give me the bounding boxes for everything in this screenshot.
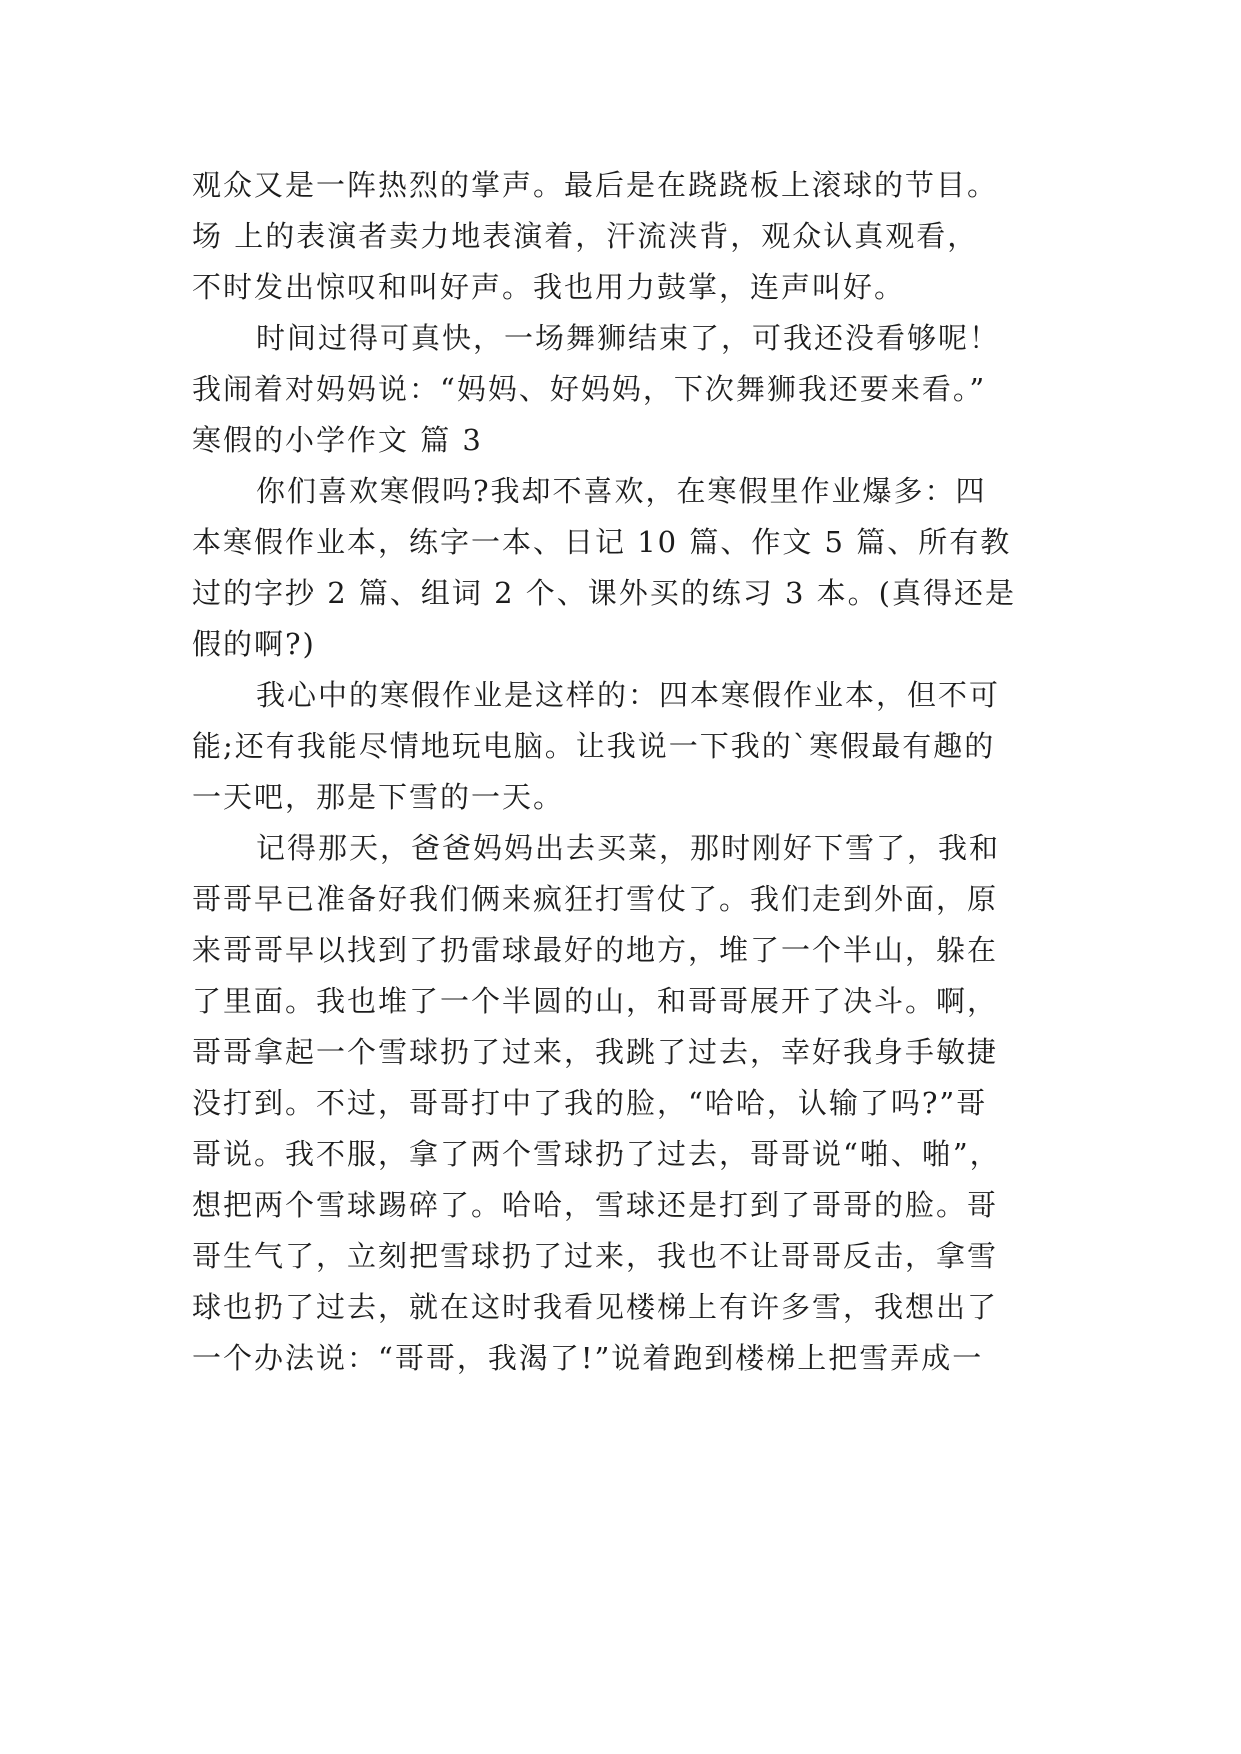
- text-line: 来哥哥早以找到了扔雷球最好的地方，堆了一个半山，躲在: [192, 933, 999, 967]
- text-line: 球也扔了过去，就在这时我看见楼梯上有许多雪，我想出了: [192, 1290, 999, 1324]
- paragraph-start-line: 记得那天，爸爸妈妈出去买菜，那时刚好下雪了，我和: [256, 831, 1001, 865]
- text-line: 了里面。我也堆了一个半圆的山，和哥哥展开了决斗。啊，: [192, 984, 999, 1018]
- text-line: 过的字抄 2 篇、组词 2 个、课外买的练习 3 本。(真得还是: [192, 576, 1016, 610]
- document-body: [192, 160, 1062, 1384]
- text-line: 假的啊?): [192, 627, 316, 661]
- text-line: 观众又是一阵热烈的掌声。最后是在跷跷板上滚球的节目。: [192, 168, 999, 202]
- text-line: 能;还有我能尽情地玩电脑。让我说一下我的`寒假最有趣的: [192, 729, 996, 763]
- text-line: 哥说。我不服，拿了两个雪球扔了过去，哥哥说“啪、啪”，: [192, 1137, 1001, 1171]
- paragraph-start-line: 时间过得可真快，一场舞狮结束了，可我还没看够呢！: [256, 321, 1001, 355]
- text-line: 哥哥早已准备好我们俩来疯狂打雪仗了。我们走到外面，原: [192, 882, 999, 916]
- paragraph-start-line: 我心中的寒假作业是这样的：四本寒假作业本，但不可: [256, 678, 1001, 712]
- paragraph-start-line: 你们喜欢寒假吗?我却不喜欢，在寒假里作业爆多：四: [256, 474, 987, 508]
- text-line: 哥生气了，立刻把雪球扔了过来，我也不让哥哥反击，拿雪: [192, 1239, 999, 1273]
- text-line: 没打到。不过，哥哥打中了我的脸，“哈哈，认输了吗?”哥: [192, 1086, 988, 1120]
- section-heading: 寒假的小学作文 篇 3: [192, 423, 483, 457]
- text-line: 哥哥拿起一个雪球扔了过来，我跳了过去，幸好我身手敏捷: [192, 1035, 999, 1069]
- text-line: 我闹着对妈妈说：“妈妈、好妈妈，下次舞狮我还要来看。”: [192, 372, 987, 406]
- text-line: 想把两个雪球踢碎了。哈哈，雪球还是打到了哥哥的脸。哥: [192, 1188, 999, 1222]
- text-line: 不时发出惊叹和叫好声。我也用力鼓掌，连声叫好。: [192, 270, 906, 304]
- text-line: 场 上的表演者卖力地表演着，汗流浃背，观众认真观看，: [192, 219, 979, 253]
- text-line: 一天吧，那是下雪的一天。: [192, 780, 565, 814]
- text-line: 本寒假作业本，练字一本、日记 10 篇、作文 5 篇、所有教: [192, 525, 1012, 559]
- text-line: 一个办法说：“哥哥，我渴了!”说着跑到楼梯上把雪弄成一: [192, 1341, 984, 1375]
